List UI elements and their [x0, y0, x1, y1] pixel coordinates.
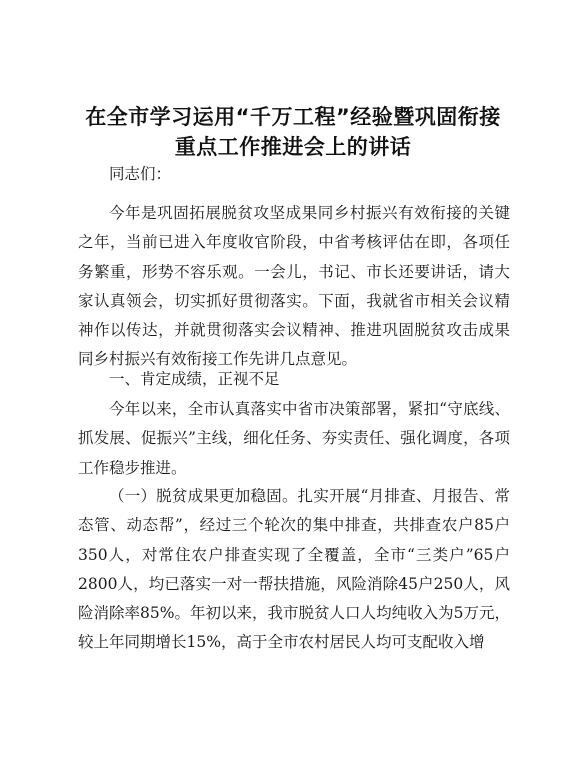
section-heading-1: 一、肯定成绩，正视不足	[109, 370, 280, 388]
paragraph-section-1: 今年以来，全市认真落实中省市决策部署，紧扣“守底线、抓发展、促振兴”主线，细化任务、夯实责任、强化调度，各项工作稳步推进。	[78, 400, 510, 477]
document-title-line-1: 在全市学习运用“千万工程”经验暨巩固衔接	[85, 105, 501, 129]
salutation: 同志们：	[109, 165, 172, 183]
paragraph-subsection-1: （一）脱贫成果更加稳固。扎实开展“月排查、月报告、常态管、动态帮”，经过三个轮次的集中排查，共排查农户85户350人，对常住农户排查实现了全覆盖，全市“三类户”65户2800人，均已落实一对一帮扶措施，风险消除45户250人，风险消除率85%。年初以来，我市脱贫人口人均纯收入为5万元，较上年同期增长15%，高于全市农村居民人均可支配收入增	[78, 487, 510, 652]
document-title-line-2: 重点工作推进会上的讲话	[174, 135, 412, 159]
paragraph-intro: 今年是巩固拓展脱贫攻坚成果同乡村振兴有效衔接的关键之年，当前已进入年度收官阶段，中省考核评估在即，各项任务繁重，形势不容乐观。一会儿，书记、市长还要讲话，请大家认真领会，切实抓好贯彻落实。下面，我就省市相关会议精神作以传达，并就贯彻落实会议精神、推进巩固脱贫攻击成果同乡村振兴有效衔接工作先讲几点意见。	[78, 204, 510, 369]
